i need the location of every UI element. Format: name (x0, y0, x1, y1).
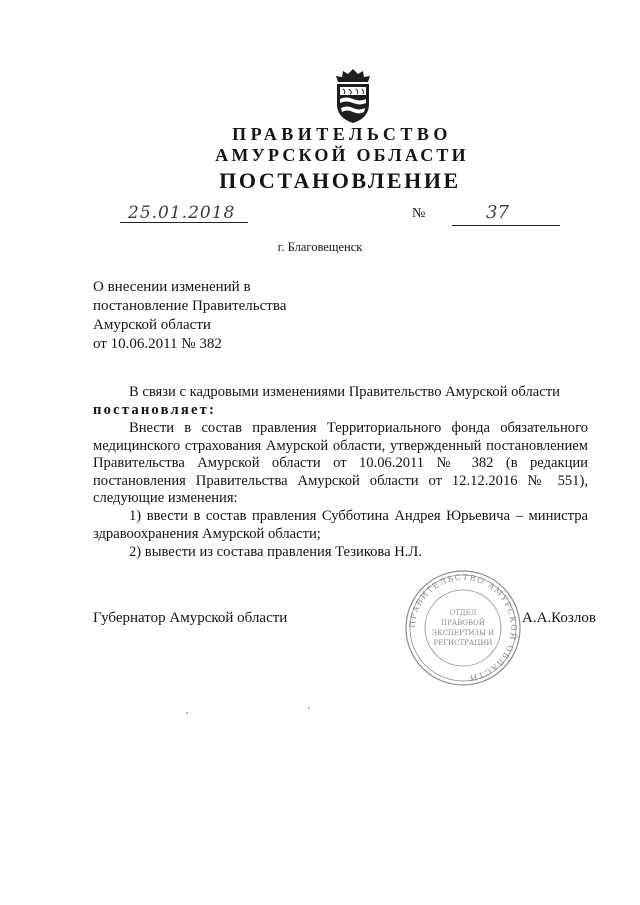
list-item (93, 544, 588, 562)
handwritten-number: 37 (486, 202, 509, 223)
government-title: ПРАВИТЕЛЬСТВО (232, 124, 452, 144)
list-item (93, 508, 588, 543)
scan-speck (186, 712, 188, 714)
preamble-text: В связи с кадровыми изменениями Правительство Амурской области (129, 384, 560, 400)
registration-stamp (403, 568, 523, 688)
region-title: АМУРСКОЙ ОБЛАСТИ (215, 145, 469, 165)
stamp-text: ЭКСПЕРТИЗЫ И (431, 629, 495, 637)
stamp-ring-text: ПРАВИТЕЛЬСТВО АМУРСКОЙ ОБЛАСТИ (407, 572, 519, 683)
subject-line: О внесении изменений в (93, 279, 251, 295)
subject-line: от 10.06.2011 № 382 (93, 336, 222, 352)
list-item-text: 2) вывести из состава правления Тезикова Н.Л. (129, 544, 422, 560)
main-paragraph (93, 420, 588, 508)
document-type: ПОСТАНОВЛЕНИЕ (219, 168, 461, 193)
number-label: № (412, 206, 426, 221)
subject-line: Амурской области (93, 317, 211, 333)
preamble-block (93, 384, 588, 419)
signatory-name: А.А.Козлов (522, 610, 596, 626)
subject-block (93, 278, 286, 354)
coat-of-arms-icon (330, 68, 376, 124)
paragraph-text: Внести в состав правления Территориального фонда обязательного медицинского страхования Амурской области, утвержденный постановлением Правительства Амурской области от 10.06.2011 № 382 (в редакции постановления Правительства Амурской области от 12.12.2016 № 551), следующие изменения: (93, 420, 588, 506)
handwritten-date: 25.01.2018 (128, 203, 236, 223)
number-underline (452, 225, 560, 226)
subject-line: постановление Правительства (93, 298, 287, 314)
stamp-text: РЕГИСТРАЦИИ (433, 639, 493, 647)
scan-speck (308, 707, 310, 709)
stamp-text: ПРАВОВОЙ (441, 619, 485, 627)
resolves-word: постановляет: (93, 401, 217, 418)
list-item-text: 1) ввести в состав правления Субботина Андрея Юрьевича – министра здравоохранения Амурской области; (93, 508, 588, 542)
stamp-text: ОТДЕЛ (449, 609, 477, 617)
signatory-title: Губернатор Амурской области (93, 610, 288, 626)
city-line: г. Благовещенск (277, 240, 363, 254)
date-underline (120, 222, 248, 223)
